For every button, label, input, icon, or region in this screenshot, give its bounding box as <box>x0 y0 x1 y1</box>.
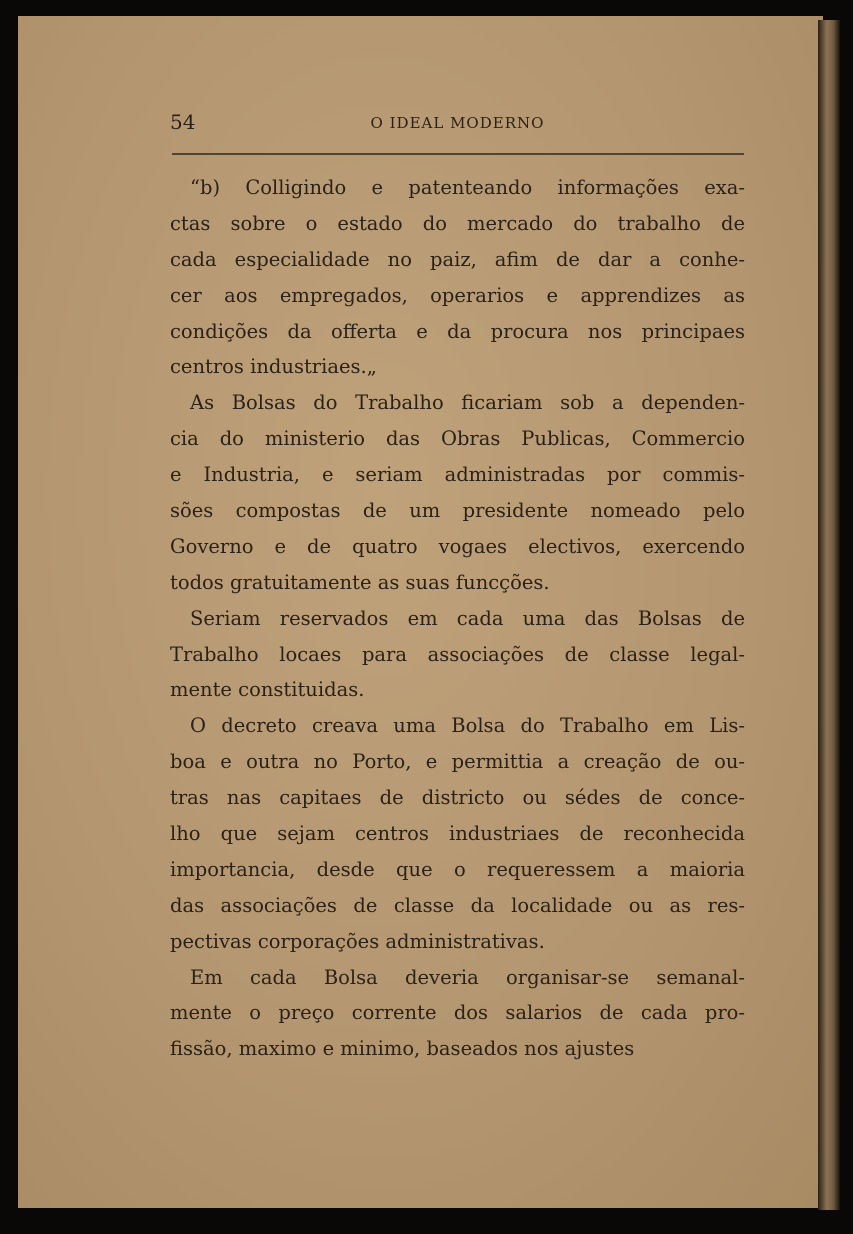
body-text <box>170 170 745 1067</box>
text-line: e Industria, e seriam administradas por commis- <box>170 463 745 487</box>
text-line: mente o preço corrente dos salarios de cada pro- <box>170 1001 745 1025</box>
text-line: cer aos empregados, operarios e apprendizes as <box>170 283 745 307</box>
text-line: Em cada Bolsa deveria organisar-se semanal- <box>190 965 745 989</box>
text-line: pectivas corporações administrativas. <box>170 929 545 953</box>
text-line: Trabalho locaes para associações de classe legal- <box>170 642 745 666</box>
text-line: sões compostas de um presidente nomeado pelo <box>170 499 745 523</box>
text-line: condições da offerta e da procura nos principaes <box>170 319 745 343</box>
text-line: Governo e de quatro vogaes electivos, exercendo <box>170 534 745 558</box>
text-line: importancia, desde que o requeressem a maioria <box>170 857 745 881</box>
text-line: boa e outra no Porto, e permittia a creação de ou- <box>170 750 745 774</box>
text-line: das associações de classe da localidade ou as res- <box>170 893 745 917</box>
text-line: mente constituidas. <box>170 678 365 702</box>
header-rule <box>172 153 744 155</box>
text-line: fissão, maximo e minimo, baseados nos ajustes <box>170 1037 635 1061</box>
text-line: lho que sejam centros industriaes de reconhecida <box>170 822 745 846</box>
text-line: centros industriaes.„ <box>170 355 377 379</box>
text-line: cada especialidade no paiz, afim de dar a conhe- <box>170 247 745 271</box>
text-line: O decreto creava uma Bolsa do Trabalho em Lis- <box>190 714 745 738</box>
text-line: tras nas capitaes de districto ou sédes de conce- <box>170 786 745 810</box>
text-line: “b) Colligindo e patenteando informações exa- <box>190 176 745 199</box>
text-line: cia do ministerio das Obras Publicas, Commercio <box>170 427 745 451</box>
text-line: todos gratuitamente as suas funcções. <box>170 570 550 594</box>
text-line: Seriam reservados em cada uma das Bolsas de <box>190 606 745 630</box>
text-line: ctas sobre o estado do mercado do trabalho de <box>170 211 745 235</box>
page-number: 54 <box>170 110 196 134</box>
page-edge <box>818 20 840 1210</box>
text-line: As Bolsas do Trabalho ficariam sob a dependen- <box>190 391 745 415</box>
page-header <box>170 110 745 140</box>
running-title: O IDEAL MODERNO <box>370 114 545 132</box>
